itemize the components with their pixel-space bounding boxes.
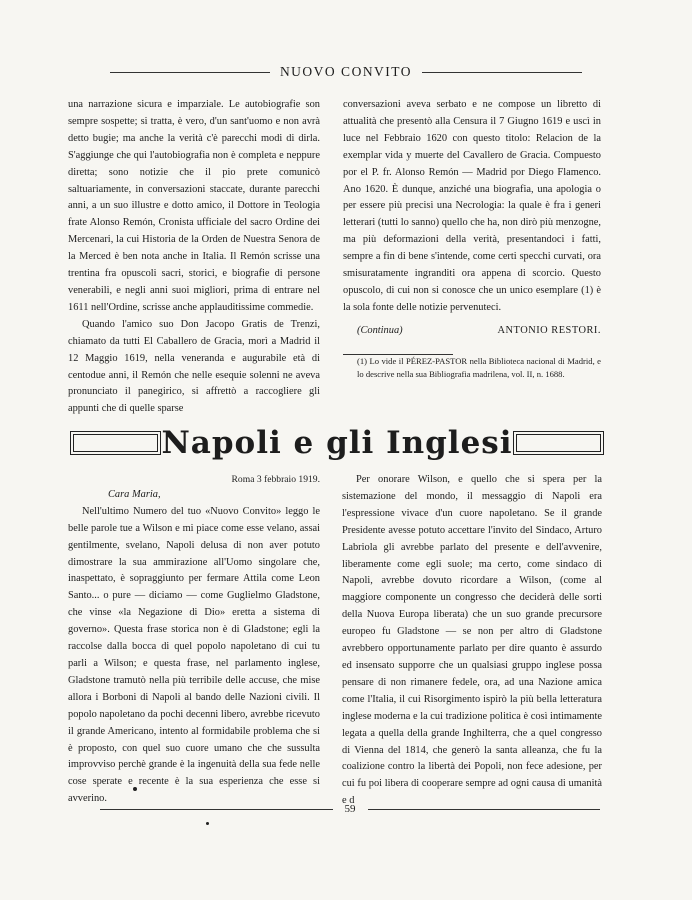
bottom-left-column [68,472,320,805]
banner-ornament-right [513,431,604,455]
page-footer [100,800,600,818]
top-left-paragraph-2: Quando l'amico suo Don Jacopo Gratis de Trenzi, chiamato da tutti El Caballero de Gracia, morì a Madrid il 12 Maggio 1619, nella veneranda e augurabile età di centodue anni, il Remón che nelle esequie solenni ne aveva pronunciato il panegirico, si affrettò a raccogliere gli appunti che di quelle sparse [68,318,320,415]
header-rule-left [110,72,270,73]
letter-dateline: Roma 3 febbraio 1919. [231,474,320,485]
print-speck [206,822,209,825]
page-number: 59 [344,803,356,815]
bottom-left-paragraph-1: Nell'ultimo Numero del tuo «Nuovo Convito» leggo le belle parole tue a Wilson e mi piace come esse velano, assai gentilmente, svelano, Napoli delusa di non aver potuto dimostrare la sua ammirazione all'Uomo singolare che, inaspettato, è sopraggiunto per fermare Attila come Leon Santo... o pure — diciamo — come Guglielmo Gladstone, che vinse «la Negazione di Dio» eretta a sistema di governo». Questa frase storica non è di Gladstone; egli la raccolse dalla bocca di quel popolo napoletano di cui tu parli a Wilson; e questa frase, nel parlamento inglese, Gladstone tramutò nella più terribile delle accuse, che mise allora i Borboni di Napoli al bando delle Nazioni civili. Il popolo napoletano da pochi decenni libero, avrebbe ricevuto il grande Americano, intento al formidabile problema che si è proposto, con quel suo cuore umano che che sussulta improvviso perchè grande è la ingenuità della sua fede nelle cose sperate e recente è la sua esperienza che esse si avverino. [68,505,320,805]
running-header [100,62,592,82]
top-left-paragraph-1: una narrazione sicura e imparziale. Le autobiografie son sempre sospette; si tratta, è vero, d'un sant'uomo e non avrà detto bugie; ma anche la verità c'è parecchi modi di dirla. S'aggiunge che qui l'autobiografia non è completa e neppure diretta; sono notizie che il pio prete comunicò saltuariamente, in conversazioni staccate, durante parecchi anni, a un suo illustre e dotto amico, il Dottore in Teologia frate Alonso Remón, Cronista ufficiale del sacro Ordine dei Mercenari, la cui Historia de la Orden de Nuestra Senora de la Merced è ben nota anche in Italia. Il Remón scrisse una trentina fra opuscoli sacri, storici, e biografie di persone venerabili, e negli anni suoi migliori, prima di entrare nel 1611 nell'Ordine, scrisse anche applauditissime commedie. [68,99,320,313]
footnote: (1) Lo vide il PÉREZ-PASTOR nella Biblioteca nacional di Madrid, e lo descrive nella sua Bibliografia madrilena, vol. II, n. 1688. [357,355,601,380]
letter-salutation: Cara Maria, [108,488,161,500]
bottom-right-paragraph-1: Per onorare Wilson, e quello che si spera per la sistemazione del mondo, il messaggio di Napoli era l'espressione vivace d'un cuore napoletano. Se il grande Presidente avesse potuto accettare l'invito del Sindaco, Arturo Labriola gli avrebbe parlato del presente e dell'avvenire, liberamente come egli suole; ma certo, come sindaco di Napoli, avrebbe dovuto ricordare a Wilson, (come al maggiore componente un congresso che deciderà delle sorti della Nuova Europa liberata) che un suo grande precursore europeo fu Gladstone — se non per altro di Gladstone avrebbero opportunamente parlato per dire quanto è assurdo ed insensato supporre che un qualsiasi gruppo inglese possa pensare di non rimanere fedele, ora, ad una Nazione amica come l'Italia, il cui Risorgimento ispirò la più bella letteratura inglese moderna e la cui tradizione politica è così intimamente legata a quella della grande Inghilterra, che a quel congresso di Vienna del 1814, che generò la santa alleanza, che fu la coalizione contro la libertà dei Popoli, non fece adesione, per cui fu poi libera di cooperare sempre ad ogni causa di umanità e d [342,474,602,807]
author-name: ANTONIO RESTORI. [497,324,601,336]
top-right-column [343,97,601,380]
article-banner [70,418,604,468]
bottom-right-column [342,472,602,807]
footer-rule-right [368,809,601,810]
banner-ornament-left [70,431,161,455]
top-right-paragraph-1: conversazioni aveva serbato e ne compose un libretto di attualità che presentò alla Censura il 7 Giugno 1619 e uscì in luce nel Febbraio 1620 con questo titolo: Relacion de la exemplar vida y muerte del Cavallero de Gracia. Compuesto por el P. fr. Alonso Remón — Madrid por Diego Flamenco. Ano 1620. È dunque, anziché una biografia, una apologia o per essere più precisi una Necrologia: la quale è fra i generi letterari (tutti lo sanno) quello che ha, non dirò più menzogne, ma più deformazioni della verità, presentandoci i fatti, sempre a fin di bene s'intende, come certi specchi curvati, ora smisuratamente ingranditi ora appena di scorcio. Questo opuscolo, di cui non si conosce che un unico esemplare (1) è la sola fonte delle notizie pervenuteci. [343,99,601,313]
article-heading: Napoli e gli Inglesi [161,425,513,461]
footer-rule-left [100,809,333,810]
print-speck [133,787,137,791]
signature-line [343,323,601,340]
journal-title: NUOVO CONVITO [279,64,413,79]
top-left-column [68,97,320,415]
continua-label: (Continua) [357,324,403,336]
header-rule-right [422,72,582,73]
